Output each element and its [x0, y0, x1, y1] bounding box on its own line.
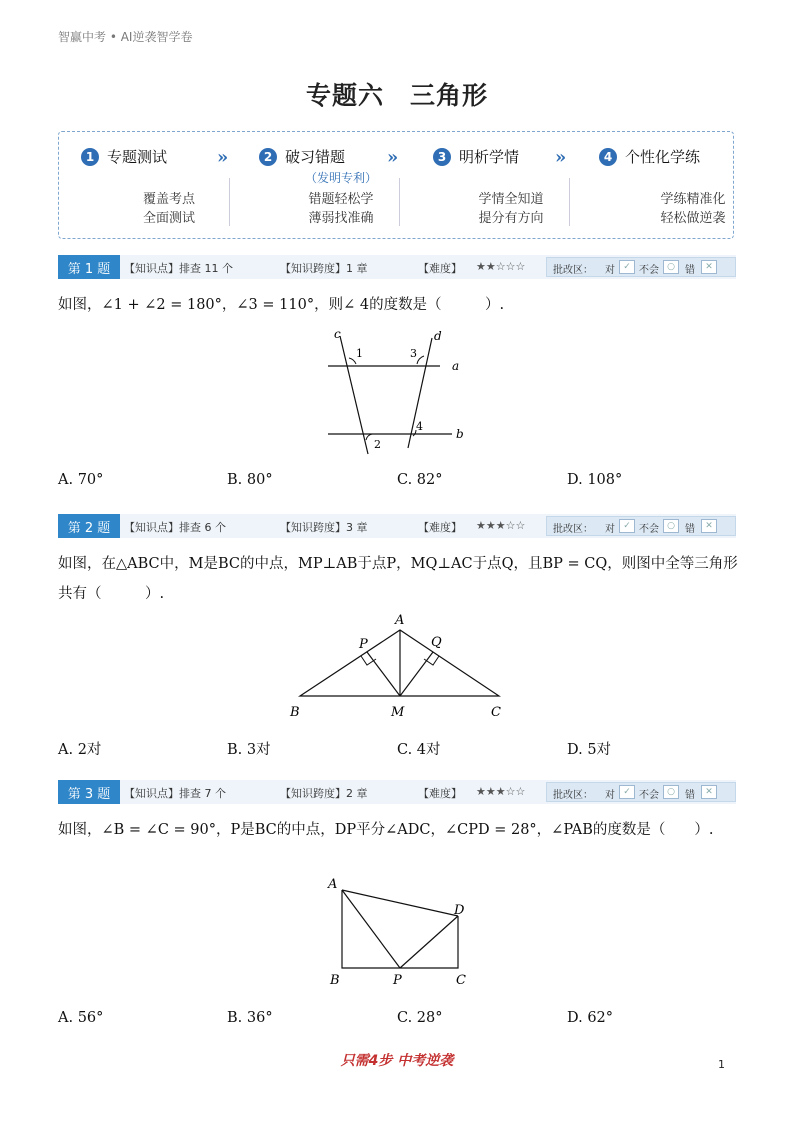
knowledge-count: 【知识点】排查 6 个 — [124, 521, 226, 534]
label-P: P — [393, 973, 402, 988]
step-label: 明析学情 — [459, 148, 520, 166]
grade-right-label: 对 — [605, 265, 615, 276]
grading-area — [546, 516, 736, 536]
grade-right-checkbox[interactable]: ✓ — [619, 785, 635, 799]
q1-option-d[interactable]: D. 108° — [567, 472, 623, 488]
grade-wrong-label: 错 — [685, 265, 695, 276]
q2-option-b[interactable]: B. 3对 — [227, 742, 271, 758]
difficulty-stars: ★★★☆☆ — [476, 519, 526, 532]
step-4-desc: 学练精准化 轻松做逆袭 — [660, 192, 726, 226]
grade-wrong-checkbox[interactable]: ✕ — [701, 260, 717, 274]
q1-option-c[interactable]: C. 82° — [397, 472, 443, 488]
label-A: A — [328, 877, 338, 892]
question-1-text: 如图，∠1 + ∠2 = 180°，∠3 = 110°，则∠ 4的度数是（ ）. — [58, 297, 505, 313]
step-sub-label: （发明专利） — [305, 171, 378, 185]
question-number: 第 1 题 — [58, 255, 120, 279]
step-number-icon: 3 — [433, 148, 451, 166]
step-2-desc: 错题轻松学 薄弱找准确 — [308, 192, 374, 226]
step-2 — [259, 146, 429, 186]
difficulty-label: 【难度】 — [418, 787, 462, 800]
step-3-desc: 学情全知道 提分有方向 — [478, 192, 544, 226]
knowledge-count: 【知识点】排查 11 个 — [124, 262, 233, 275]
grade-wrong-checkbox[interactable]: ✕ — [701, 785, 717, 799]
divider — [569, 178, 570, 226]
difficulty-stars: ★★★☆☆ — [476, 785, 526, 798]
q3-option-a[interactable]: A. 56° — [58, 1010, 104, 1026]
divider — [399, 178, 400, 226]
page-title: 专题六 三角形 — [305, 81, 488, 110]
step-label: 专题测试 — [107, 148, 168, 166]
label-Q: Q — [431, 635, 442, 650]
q1-option-a[interactable]: A. 70° — [58, 472, 104, 488]
q2-option-c[interactable]: C. 4对 — [397, 742, 441, 758]
knowledge-span: 【知识跨度】1 章 — [280, 262, 368, 275]
grade-right-label: 对 — [605, 524, 615, 535]
divider — [229, 178, 230, 226]
label-b: b — [456, 427, 464, 441]
label-D: D — [454, 903, 465, 918]
label-B: B — [290, 705, 300, 720]
knowledge-span: 【知识跨度】3 章 — [280, 521, 368, 534]
chevron-right-icon: » — [217, 147, 223, 168]
label-C: C — [491, 705, 501, 720]
step-number-icon: 4 — [599, 148, 617, 166]
step-4 — [599, 146, 769, 167]
step-number-icon: 1 — [81, 148, 99, 166]
question-3-figure — [320, 872, 480, 994]
footer-logo: 只需4步 中考逆袭 — [340, 1053, 454, 1069]
step-1 — [81, 146, 251, 167]
grade-right-checkbox[interactable]: ✓ — [619, 519, 635, 533]
step-label: 破习错题 — [285, 148, 346, 166]
grade-wrong-label: 错 — [685, 790, 695, 801]
difficulty-stars: ★★☆☆☆ — [476, 260, 526, 273]
q3-option-b[interactable]: B. 36° — [227, 1010, 273, 1026]
grading-area — [546, 782, 736, 802]
knowledge-span: 【知识跨度】2 章 — [280, 787, 368, 800]
grading-label: 批改区： — [553, 265, 593, 276]
chevron-right-icon: » — [555, 147, 561, 168]
label-B: B — [330, 973, 340, 988]
difficulty-label: 【难度】 — [418, 521, 462, 534]
grading-area — [546, 257, 736, 277]
grade-unknown-label: 不会 — [639, 790, 659, 801]
step-number-icon: 2 — [259, 148, 277, 166]
question-3-text: 如图，∠B = ∠C = 90°，P是BC的中点，DP平分∠ADC，∠CPD = 28°，∠PAB的度数是（ ）. — [58, 822, 714, 838]
chevron-right-icon: » — [387, 147, 393, 168]
grade-unknown-checkbox[interactable]: ○ — [663, 260, 679, 274]
grading-label: 批改区： — [553, 790, 593, 801]
q3-option-c[interactable]: C. 28° — [397, 1010, 443, 1026]
label-4: 4 — [416, 420, 423, 433]
q2-option-a[interactable]: A. 2对 — [58, 742, 102, 758]
grade-right-checkbox[interactable]: ✓ — [619, 260, 635, 274]
steps-panel — [58, 131, 734, 239]
question-1-header — [58, 255, 736, 279]
knowledge-count: 【知识点】排查 7 个 — [124, 787, 226, 800]
question-2-text: 如图，在△ABC中，M是BC的中点，MP⊥AB于点P，MQ⊥AC于点Q，且BP = CQ，则图中全等三角形共有（ ）. — [58, 556, 738, 602]
grading-label: 批改区： — [553, 524, 593, 535]
question-number: 第 3 题 — [58, 780, 120, 804]
step-3 — [433, 146, 603, 167]
grade-unknown-checkbox[interactable]: ○ — [663, 519, 679, 533]
label-2: 2 — [374, 438, 381, 451]
step-1-desc: 覆盖考点 全面测试 — [142, 192, 195, 226]
label-1: 1 — [356, 347, 363, 360]
question-2-figure — [285, 610, 515, 722]
label-a: a — [452, 359, 460, 373]
question-number: 第 2 题 — [58, 514, 120, 538]
grade-unknown-label: 不会 — [639, 265, 659, 276]
label-3: 3 — [410, 347, 417, 360]
q3-option-d[interactable]: D. 62° — [567, 1010, 614, 1026]
page-number: 1 — [718, 1058, 725, 1071]
label-P: P — [359, 637, 368, 652]
label-d: d — [434, 329, 442, 343]
header-brand: 智赢中考 • AI逆袭智学卷 — [58, 30, 193, 44]
grade-unknown-checkbox[interactable]: ○ — [663, 785, 679, 799]
label-M: M — [391, 705, 405, 720]
question-3-header — [58, 780, 736, 804]
question-2-header — [58, 514, 736, 538]
label-c: c — [334, 327, 341, 341]
label-C: C — [456, 973, 466, 988]
q2-option-d[interactable]: D. 5对 — [567, 742, 612, 758]
q1-option-b[interactable]: B. 80° — [227, 472, 273, 488]
grade-wrong-checkbox[interactable]: ✕ — [701, 519, 717, 533]
difficulty-label: 【难度】 — [418, 262, 462, 275]
step-label: 个性化学练 — [625, 148, 701, 166]
grade-unknown-label: 不会 — [639, 524, 659, 535]
grade-wrong-label: 错 — [685, 524, 695, 535]
question-1-figure — [320, 326, 470, 456]
label-A: A — [395, 613, 405, 628]
grade-right-label: 对 — [605, 790, 615, 801]
